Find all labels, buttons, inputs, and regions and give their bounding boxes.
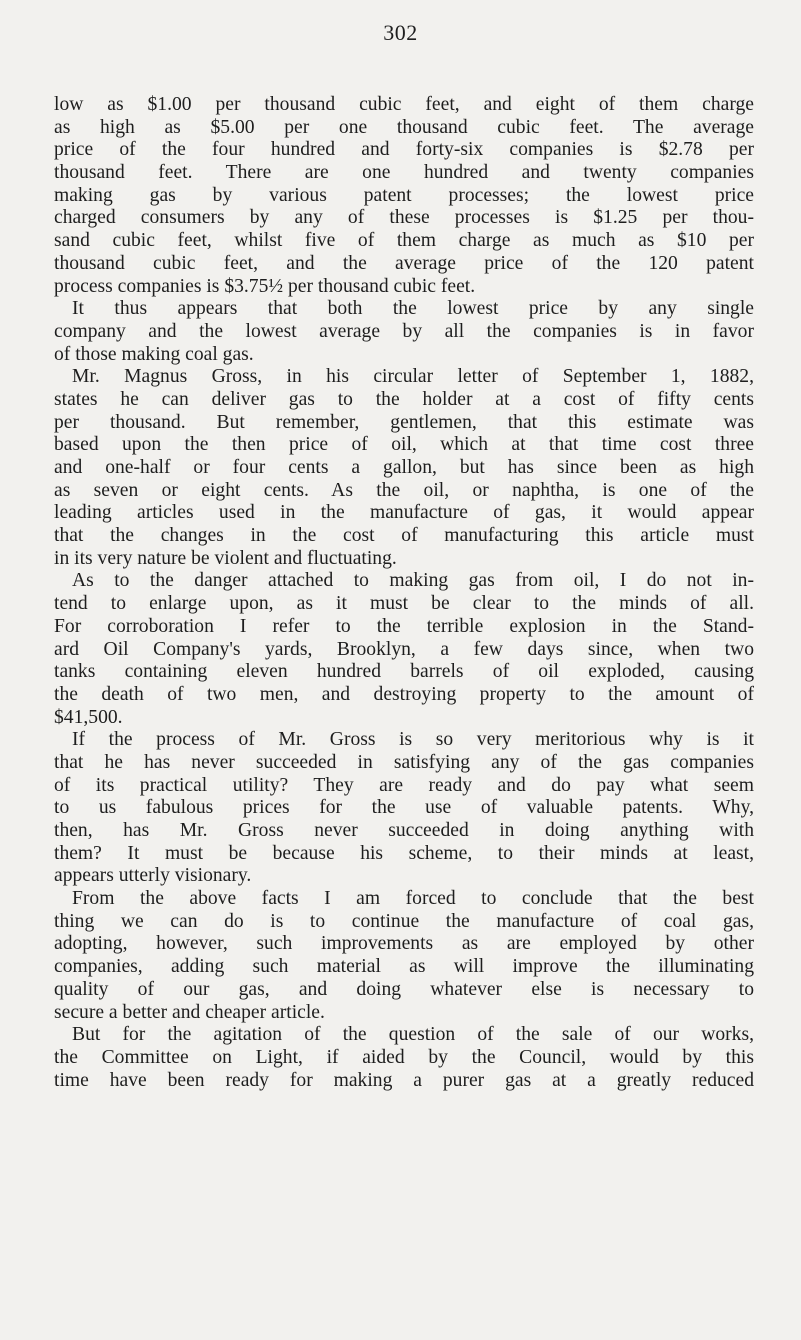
text-line: adopting, however, such improvements as are employed by other [54,933,754,955]
text-line: based upon the then price of oil, which at that time cost three [54,434,754,456]
text-line: sand cubic feet, whilst five of them charge as much as $10 per [54,230,754,252]
text-line: quality of our gas, and doing whatever else is necessary to [54,978,754,1000]
text-line: charged consumers by any of these processes is $1.25 per thou- [54,207,754,229]
text-line: thing we can do is to continue the manufacture of coal gas, [54,910,754,932]
text-line: thousand feet. There are one hundred and twenty companies [54,162,754,184]
text-line: tend to enlarge upon, as it must be clear to the minds of all. [54,593,754,615]
text-line: If the process of Mr. Gross is so very meritorious why is it [72,729,754,751]
text-line: secure a better and cheaper article. [54,1001,325,1023]
text-line: per thousand. But remember, gentlemen, that this estimate was [54,411,754,433]
text-line: low as $1.00 per thousand cubic feet, and eight of them charge [54,94,754,115]
text-line: and one-half or four cents a gallon, but has since been as high [54,457,754,478]
text-line: as seven or eight cents. As the oil, or naphtha, is one of the [54,479,754,501]
body-text [54,94,754,1092]
text-line: But for the agitation of the question of the sale of our works, [72,1024,754,1046]
text-line: appears utterly visionary. [54,865,252,887]
text-line: From the above facts I am forced to conclude that the best [72,888,754,910]
text-line: company and the lowest average by all the companies is in favor [54,320,754,342]
text-line: that he has never succeeded in satisfying any of the gas companies [54,751,754,773]
text-line: in its very nature be violent and fluctuating. [54,547,397,569]
text-line: states he can deliver gas to the holder at a cost of fifty cents [54,388,754,410]
text-line: the death of two men, and destroying property to the amount of [54,683,754,705]
text-line: Mr. Magnus Gross, in his circular letter of September 1, 1882, [72,366,754,388]
text-line: It thus appears that both the lowest price by any single [72,298,754,320]
text-line: to us fabulous prices for the use of valuable patents. Why, [54,797,754,819]
text-line: of those making coal gas. [54,343,254,365]
text-line: As to the danger attached to making gas from oil, I do not in- [72,570,754,592]
text-line: For corroboration I refer to the terrible explosion in the Stand- [54,615,754,637]
text-line: that the changes in the cost of manufacturing this article must [54,525,754,547]
text-line: ard Oil Company's yards, Brooklyn, a few days since, when two [54,638,754,660]
page-number: 302 [383,20,418,45]
text-line: $41,500. [54,706,123,728]
text-line: price of the four hundred and forty-six companies is $2.78 per [54,139,754,161]
text-line: as high as $5.00 per one thousand cubic feet. The average [54,116,754,138]
text-line: the Committee on Light, if aided by the Council, would by this [54,1046,754,1068]
text-line: leading articles used in the manufacture of gas, it would appear [54,502,754,524]
text-line: companies, adding such material as will improve the illuminating [54,956,754,978]
text-line: process companies is $3.75½ per thousand cubic feet. [54,275,476,297]
text-line: tanks containing eleven hundred barrels of oil exploded, causing [54,661,754,683]
text-line: time have been ready for making a purer gas at a greatly reduced [54,1069,754,1091]
text-line: thousand cubic feet, and the average price of the 120 patent [54,252,754,274]
text-line: making gas by various patent processes; the lowest price [54,184,754,206]
text-line: then, has Mr. Gross never succeeded in doing anything with [54,820,754,841]
text-line: of its practical utility? They are ready and do pay what seem [54,774,754,796]
text-line: them? It must be because his scheme, to their minds at least, [54,842,754,864]
